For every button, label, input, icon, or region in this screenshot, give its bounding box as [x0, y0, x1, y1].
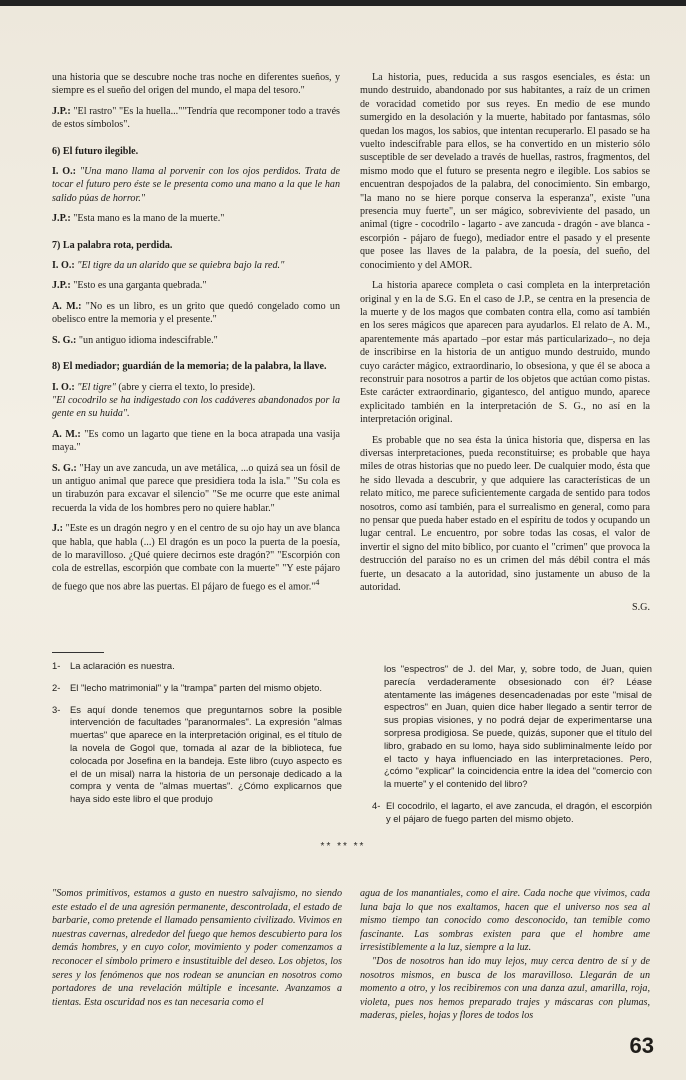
footnote-divider [52, 652, 104, 653]
footnote-number: 2- [52, 681, 61, 693]
manifesto-text: "Dos de nosotros han ido muy lejos, muy cerca dentro de sí y de nosotros mismos, en busca de los maravilloso. Llegarán de un momento a otro, y los recibiremos con una danza azul, amarilla, roja, violeta, pues nos hemos preparado trajes y máscaras con plumas, maderas, pieles, hojas y flores de todos los [360, 955, 650, 1022]
paragraph [52, 428, 340, 455]
footnote-number: 3- [52, 703, 61, 715]
paragraph [52, 522, 340, 593]
paragraph: una historia que se descubre noche tras noche en diferentes sueños, y siempre es el sueño del origen del mundo, el mapa del tesoro." [52, 72, 340, 97]
paragraph [52, 259, 340, 272]
speaker-label: J.: [52, 523, 63, 535]
paragraph: La historia, pues, reducida a sus rasgos esenciales, es ésta: un mundo destruido, abandonado por sus habitantes, a raíz de un crimen de voracidad cometido por sus reyes. En medio de ese mundo sumergido en la desolación y la muerte, habitado por fantasmas, sólo quedan los magos, los sabios, que intentan recuperarlo. El pasado se ha vuelto indescifrable para ellos, se ha convertido en un misterio sólo susceptible de ser develado a través de huellas, rastros, fragmentos, del mismo modo que el futuro se presenta negro e ilegible. Los sabios se encuentran despojados de la palabra, del conocimiento. Sin embargo, "la mano no se hiere porque conserva la esperanza", existe "una presencia muy fuerte", un ser mágico, sobreviviente del pasado, un animal (tigre - cocodrilo - lagarto - ave zancuda - dragón - ave blanca - escorpión - pájaro de fuego), mediador entre el pasado y el presente que posee las llaves de la palabra, de la poesía, del sueño, del conocimiento y del AMOR. [360, 72, 650, 271]
footnote [52, 682, 342, 695]
footnote-text: La aclaración es nuestra. [70, 660, 175, 671]
quote-text: "Esta mano es la mano de la muerte." [70, 213, 225, 225]
footnote-continuation [384, 663, 652, 791]
quote-text: "un antiguo idioma indescifrable." [76, 334, 218, 346]
section-heading: 8) El mediador; guardián de la memoria; de la palabra, la llave. [52, 361, 327, 373]
footnote [372, 800, 652, 826]
paragraph [52, 300, 340, 327]
quote-text: "Esto es una garganta quebrada." [70, 280, 207, 292]
bottom-right-column [360, 887, 650, 1023]
speaker-label: J.P.: [52, 280, 71, 292]
paragraph [52, 462, 340, 516]
manifesto-text: "Somos primitivos, estamos a gusto en nuestro salvajismo, no siendo este estado el de una agresión permanente, descontrolada, el estado de barbarie, como pretende el llamado pensamiento civilizado. Vivimos en nuestras cavernas, alrededor del fuego que hemos descubierto para los demás hombres, y en cuyo color, movimiento y poder comenzamos a reconocer el símbolo primero e insustituible del deseo. Los objetos, los seres y los fenómenos que nos rodean se anuncian en nosotros como portadores de una revelación múltiple e incesante. Avanzamos a tientas. Esta oscuridad nos es tan necesaria como el [52, 888, 342, 1008]
speaker-label: S. G.: [52, 334, 77, 346]
footnote-text: El cocodrilo, el lagarto, el ave zancuda, el dragón, el escorpión y el pájaro de fuego parten del mismo objeto. [386, 799, 652, 824]
paragraph [52, 334, 340, 347]
quote-text: (abre y cierra el texto, lo preside). [115, 381, 256, 393]
speaker-label: S. G.: [52, 462, 77, 474]
page-number: 63 [629, 1033, 654, 1058]
paragraph [52, 279, 340, 292]
speaker-label: J.P.: [52, 213, 71, 225]
quote-title: "El tigre" [74, 381, 116, 393]
speaker-label: I. O.: [52, 381, 75, 393]
author-signature: S.G. [632, 602, 650, 614]
section-separator: ** ** ** [320, 841, 366, 852]
speaker-label: A. M.: [52, 300, 82, 312]
paragraph [52, 105, 340, 132]
footnotes-left [52, 660, 342, 815]
footnotes-right [372, 663, 652, 835]
left-column [52, 71, 340, 601]
quote-text: "El cocodrilo se ha indigestado con los cadáveres abandonados por la gente en su huida". [52, 394, 340, 420]
footnote [52, 660, 342, 673]
footnote-text: El "lecho matrimonial" y la "trampa" parten del mismo objeto. [70, 681, 322, 693]
quote-text: "Es como un lagarto que tiene en la boca atrapada una vasija maya." [52, 428, 341, 454]
footnote-text: los "espectros" de J. del Mar, y, sobre todo, de Juan, quien parecía verdaderamente obsesionado con él? Léase atentamente las imágenes desencadenadas por este "misal de espectros" en Juan, quien dice haber llegado a sentir terror de sus propias visiones, y no podrá dejar de experimentarse una sorpresa prodigiosa. Se puede, quizás, suponer que el título del libro, grabado en su lomo, haya sido subliminalmente leído por el tacto y haya influenciado en las interpretaciones. Pero, ¿cómo "explicar" la coincidencia entre la idea del "comercio con la muerte" y el contenido del libro? [384, 663, 652, 790]
speaker-label: I. O.: [52, 166, 77, 178]
quote-text: "Este es un dragón negro y en el centro de su ojo hay un ave blanca que habla, que habla (...) El dragón es un poco la puerta de la poesía, de lo maravilloso. ¿Qué quiere decirnos este dragón?" "Escorpión con cola de estrellas, escorpión que combate con la muerte" "Y este pájaro de fuego que nos abre las puertas. El pájaro de fuego es el amor." [52, 523, 340, 593]
quote-text: "Hay un ave zancuda, un ave metálica, ...o quizá sea un fósil de un antiguo animal que parece que presidiera toda la isla." "Su cola es un tirabuzón para excavar el silencio" "Se me ocurre que este animal recuerda la vida de los hombres pero no quiere hablar." [52, 462, 340, 514]
quote-text: "Una mano llama al porvenir con los ojos perdidos. Trata de tocar el futuro pero éste se le presenta como una mano a la que le han salido púas de horror." [52, 166, 340, 204]
footnote-number: 1- [52, 660, 61, 671]
quote-text: "El rastro" "Es la huella...""Tendría que recomponer todo a través de estos símbolos". [52, 105, 340, 131]
paragraph: Es probable que no sea ésta la única historia que, dispersa en las diversas interpretaciones, pueda reconstituirse; es probable que haya miles de otras historias que no puedo leer. De cualquier modo, ésta que he sido llevada a descubrir, y que adquiere las características de un relato mítico, me parece suficientemente cargada de sentido para todos nosotros, como así también, para el surrealismo en general, como para no pensar que pueda haber estado en el espíritu de todos y ocupando un lugar central. Le encuentro, por sobre todas las cosas, el valor de invertir el signo del mito bíblico, por cuanto el "crimen" que provoca la destrucción del paraíso no es un crimen del más débil contra el más fuerte, un desacato a la autoridad, sino justamente un abuso de la autoridad. [360, 434, 650, 594]
paragraph [52, 212, 340, 225]
paragraph [52, 381, 340, 394]
speaker-label: I. O.: [52, 260, 75, 272]
paragraph [52, 165, 340, 205]
bottom-left-column [52, 887, 342, 1009]
section-heading: 6) El futuro ilegible. [52, 145, 139, 157]
manifesto-text: agua de los manantiales, como el aire. Cada noche que vivimos, cada luna baja lo que nos exaltamos, hacen que el universo nos sea al mismo tiempo tan conocido como desconocido, tan temible como fascinante. Las sombras existen para que el hombre ame irresistiblemente a la luz, siempre a la luz. [360, 888, 650, 954]
footnote-marker: 4 [315, 577, 320, 587]
footnote-number: 4- [372, 799, 381, 811]
speaker-label: J.P.: [52, 105, 71, 117]
footnote-text: Es aquí donde tenemos que preguntarnos sobre la posible intervención de facultades "paranormales". La expresión "almas muertas" que aparece en la interpretación original, es el título de la novela de Gogol que, tomada al azar de la biblioteca, fue colocada por Josefina en la bandeja. Este libro (cuyo aspecto es el de un misal) narra la historia de un personaje dedicado a la compra y venta de "almas muertas". ¿Cómo explicarnos que haya sido este libro el que produjo [70, 703, 342, 805]
right-column [360, 71, 650, 622]
paragraph: La historia aparece completa o casi completa en la interpretación original y en la de S.G. En el caso de J.P., se centra en la presencia de la muerte y de los magos que combaten contra ella, como así también en los seres mágicos que aparecen para ayudarlos. El relato de A. M., aparentemente más apartado –por estar más particularizado–, no deja de inscribirse en la historia de un antiguo mundo destruido, mundo cuyo carácter mágico, extraordinario, lo obsesiona, y que él se aboca a reconstruir para nosotros a partir de los objetos que actúan como pistas. Este carácter extraordinario, gigantesco, del antiguo mundo, aparece explicitado también en la interpretación de S. G., no así en la interpretación original. [360, 280, 650, 426]
top-edge-bar [0, 0, 686, 6]
quote-text: "El tigre da un alarido que se quiebra bajo la red." [74, 260, 285, 272]
section-heading: 7) La palabra rota, perdida. [52, 239, 173, 251]
quote-text: "No es un libro, es un grito que quedó congelado como un obelisco entre la memoria y el presente." [52, 300, 341, 326]
speaker-label: A. M.: [52, 428, 81, 440]
footnote [52, 704, 342, 806]
